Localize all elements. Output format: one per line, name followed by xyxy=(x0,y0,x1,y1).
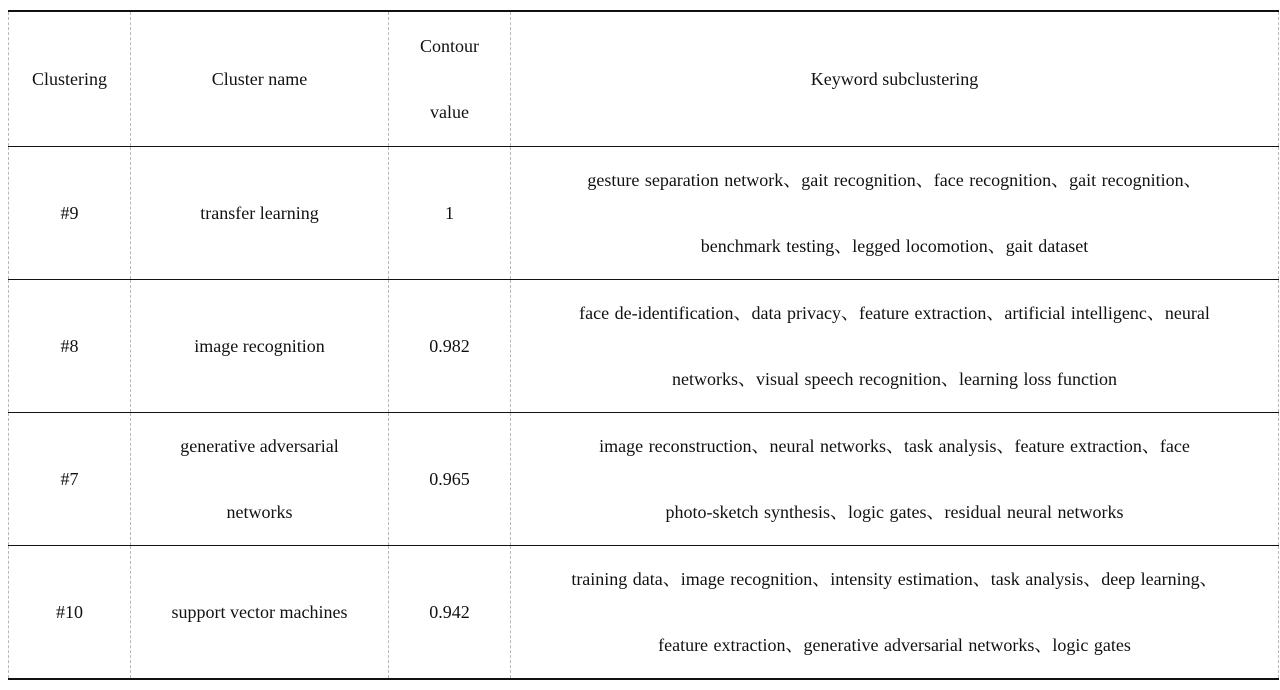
cluster-table xyxy=(8,10,1279,680)
cell-clustering: #7 xyxy=(9,413,131,546)
cropped-caption xyxy=(0,0,1280,8)
cell-keywords xyxy=(511,413,1279,546)
header-clustering: Clustering xyxy=(9,11,131,147)
keywords-line: feature extraction、generative adversarial networks、logic gates xyxy=(658,635,1131,655)
header-keyword-subclustering: Keyword subclustering xyxy=(511,11,1279,147)
table-header-row xyxy=(9,11,1279,147)
cell-clustering: #9 xyxy=(9,147,131,280)
cell-clustering: #8 xyxy=(9,280,131,413)
table-row xyxy=(9,147,1279,280)
keywords-line: gesture separation network、gait recognition、face recognition、gait recognition、 xyxy=(587,170,1202,190)
header-contour-value: Contour value xyxy=(389,11,511,147)
keywords-line: benchmark testing、legged locomotion、gait dataset xyxy=(700,236,1089,256)
cell-keywords xyxy=(511,147,1279,280)
cell-cluster-name: transfer learning xyxy=(131,147,389,280)
cell-cluster-name: image recognition xyxy=(131,280,389,413)
cell-contour-value: 0.982 xyxy=(389,280,511,413)
keywords-line: networks、visual speech recognition、learning loss function xyxy=(672,369,1117,389)
cell-keywords xyxy=(511,280,1279,413)
keywords-line: image reconstruction、neural networks、task analysis、feature extraction、face xyxy=(599,436,1190,456)
cell-contour-value: 0.942 xyxy=(389,546,511,680)
cell-keywords xyxy=(511,546,1279,680)
cell-contour-value: 1 xyxy=(389,147,511,280)
keywords-line: training data、image recognition、intensity estimation、task analysis、deep learning、 xyxy=(571,569,1218,589)
cell-cluster-name: generative adversarial networks xyxy=(131,413,389,546)
table-row xyxy=(9,280,1279,413)
keywords-line: face de-identification、data privacy、feature extraction、artificial intelligenc、neural xyxy=(579,303,1210,323)
table-row xyxy=(9,413,1279,546)
header-cluster-name: Cluster name xyxy=(131,11,389,147)
table-row xyxy=(9,546,1279,680)
cell-cluster-name: support vector machines xyxy=(131,546,389,680)
cell-contour-value: 0.965 xyxy=(389,413,511,546)
keywords-line: photo-sketch synthesis、logic gates、residual neural networks xyxy=(665,502,1124,522)
cell-clustering: #10 xyxy=(9,546,131,680)
